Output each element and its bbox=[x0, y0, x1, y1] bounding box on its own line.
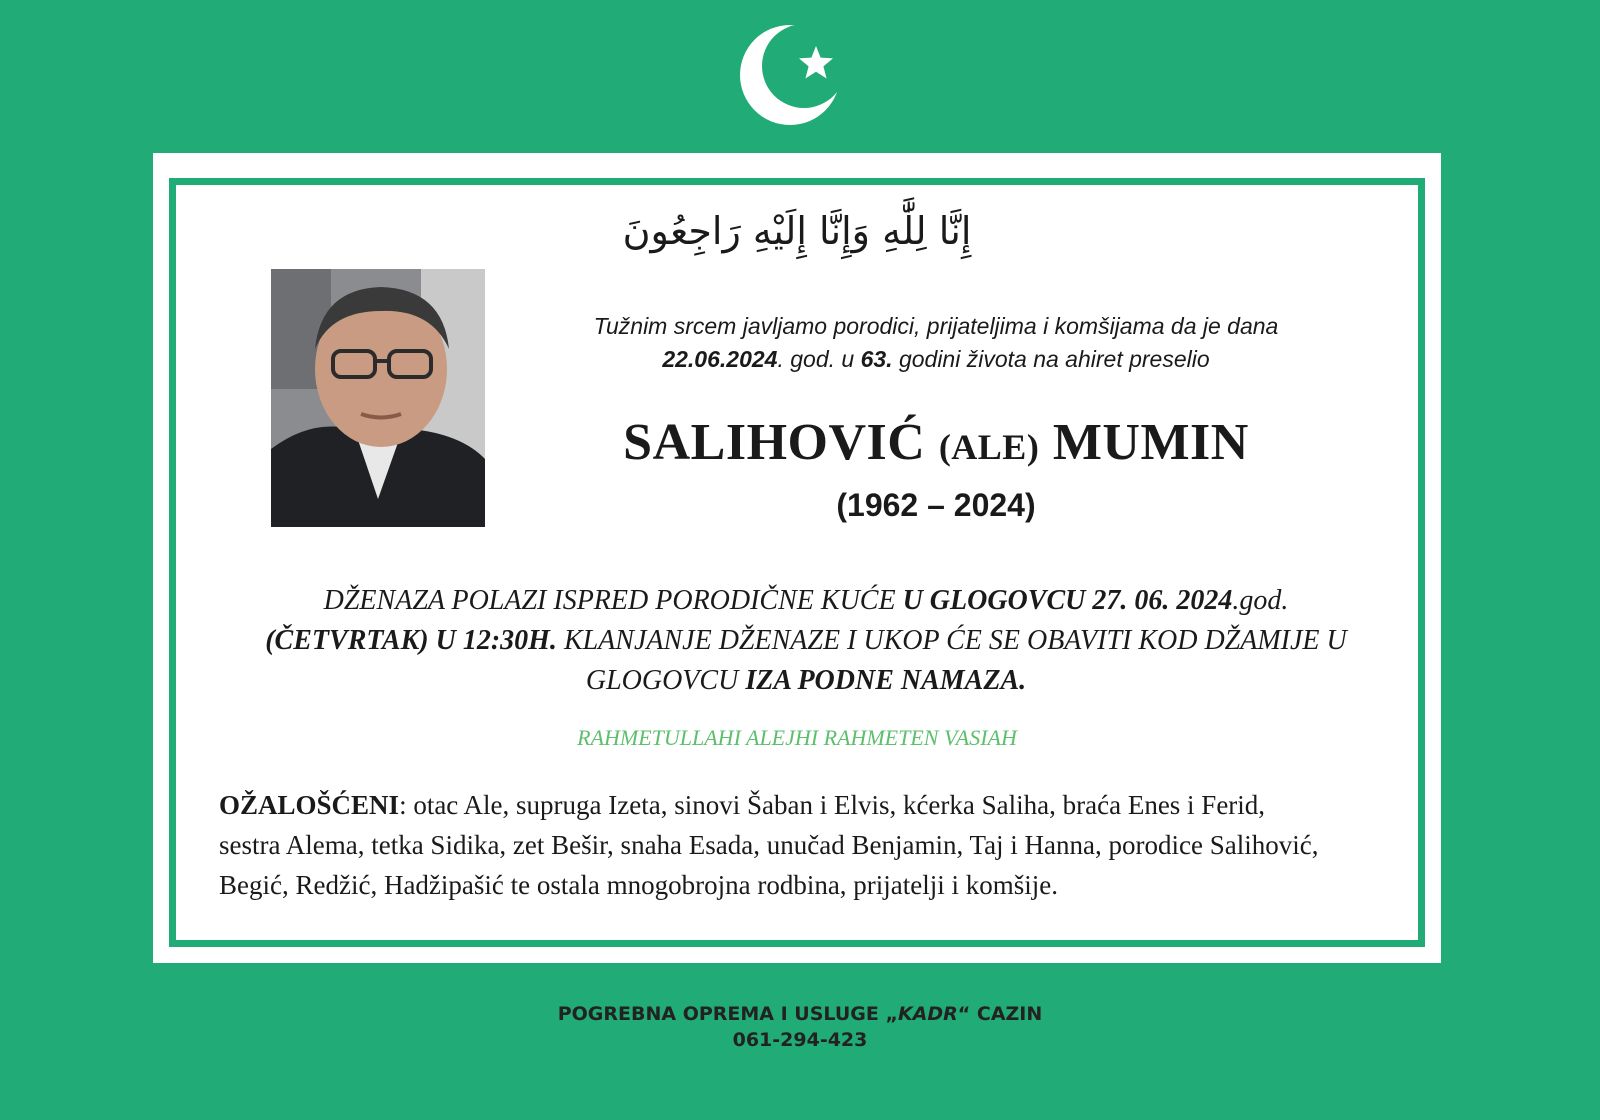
age: 63. bbox=[860, 346, 893, 372]
notice-border bbox=[169, 178, 1425, 947]
intro-text-b: godini života na ahiret preselio bbox=[892, 346, 1210, 372]
funeral-info bbox=[256, 581, 1356, 701]
notice-card bbox=[153, 153, 1441, 963]
funeral-home-footer bbox=[0, 1001, 1600, 1053]
company-text-c: “ CAZIN bbox=[957, 1003, 1043, 1025]
funeral-text-e: KLANJANJE DŽENAZE I UKOP ĆE SE OBAVITI KOD DŽAMIJE U GLOGOVCU bbox=[556, 625, 1347, 696]
funeral-home-name bbox=[0, 1001, 1600, 1027]
arabic-verse: إِنَّا لِلَّٰهِ وَإِنَّا إِلَيْهِ رَاجِعُونَ bbox=[622, 209, 972, 253]
prayer-text: RAHMETULLAHI ALEJHI RAHMETEN VASIAH bbox=[577, 725, 1017, 750]
name-first: MUMIN bbox=[1052, 414, 1249, 471]
crescent-star-icon bbox=[738, 20, 848, 130]
intro-line-1: Tužnim srcem javljamo porodici, prijateljima i komšijama da je dana bbox=[593, 313, 1279, 339]
funeral-prayer-time: IZA PODNE NAMAZA. bbox=[745, 665, 1027, 696]
funeral-text-c: .god. bbox=[1232, 585, 1289, 616]
intro-line-2 bbox=[496, 343, 1376, 376]
portrait-photo bbox=[271, 269, 485, 527]
portrait-image bbox=[271, 269, 485, 527]
name-surname: SALIHOVIĆ bbox=[623, 414, 926, 471]
death-date: 22.06.2024 bbox=[662, 346, 778, 372]
deceased-name bbox=[496, 413, 1376, 472]
funeral-home-phone: 061-294-423 bbox=[732, 1029, 868, 1051]
mourners-list: : otac Ale, supruga Izeta, sinovi Šaban i Elvis, kćerka Saliha, braća Enes i Ferid, sestra Alema, tetka Sidika, zet Bešir, snaha Esada, unučad Benjamin, Taj i Hanna, porodice Salihović, Begić, Redžić, Hadžipašić te ostala mnogobrojna rodbina, prijatelji i komšije. bbox=[219, 790, 1319, 900]
funeral-text-a: DŽENAZA POLAZI ISPRED PORODIČNE KUĆE bbox=[323, 585, 903, 616]
name-nick: (ALE) bbox=[938, 427, 1040, 467]
life-years: (1962 – 2024) bbox=[836, 487, 1036, 523]
mourners-label: OŽALOŠĆENI bbox=[219, 790, 400, 820]
company-brand: KADR bbox=[897, 1003, 958, 1025]
mourners bbox=[219, 785, 1329, 905]
funeral-day-time: (ČETVRTAK) U 12:30H. bbox=[265, 625, 557, 656]
intro-text bbox=[496, 310, 1376, 376]
company-text-a: POGREBNA OPREMA I USLUGE „ bbox=[557, 1003, 898, 1025]
intro-text-a: . god. u bbox=[777, 346, 861, 372]
funeral-location-date: U GLOGOVCU 27. 06. 2024 bbox=[902, 585, 1233, 616]
